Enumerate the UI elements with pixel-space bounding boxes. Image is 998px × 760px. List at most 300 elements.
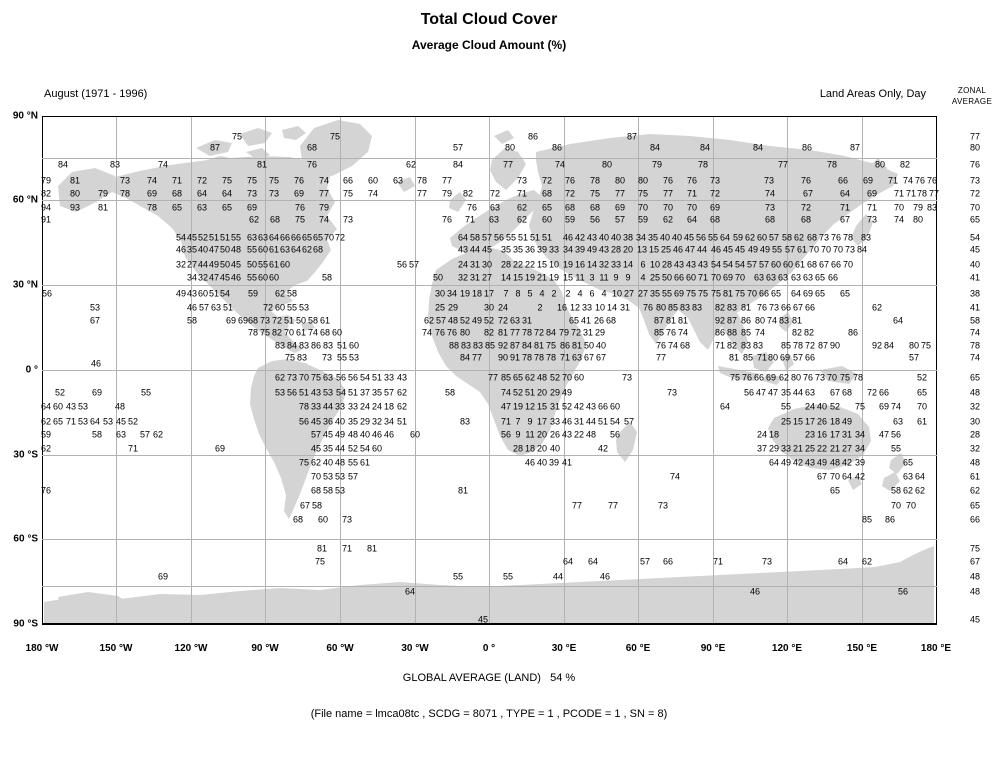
grid-value: 75 — [246, 175, 258, 186]
grid-value: 54 — [609, 416, 621, 427]
grid-value: 87 — [209, 142, 221, 153]
grid-value: 49 — [471, 315, 483, 326]
grid-value: 58 — [91, 429, 103, 440]
grid-value: 51 — [396, 416, 408, 427]
grid-value: 39 — [548, 457, 560, 468]
grid-value: 73 — [818, 232, 830, 243]
grid-value: 12 — [569, 302, 581, 313]
grid-value: 78 — [589, 175, 601, 186]
grid-value: 51 — [371, 372, 383, 383]
grid-value: 55 — [452, 571, 464, 582]
zonal-average-value: 32 — [969, 401, 981, 412]
grid-value: 75 — [294, 214, 306, 225]
grid-value: 53 — [89, 302, 101, 313]
grid-value: 22 — [816, 443, 828, 454]
grid-value: 80 — [908, 340, 920, 351]
grid-value: 76 — [914, 175, 926, 186]
grid-value: 25 — [434, 302, 446, 313]
zonal-average-value: 62 — [969, 485, 981, 496]
grid-value: 51 — [541, 232, 553, 243]
grid-value: 10 — [649, 259, 661, 270]
grid-value: 79 — [441, 188, 453, 199]
grid-value: 65 — [171, 202, 183, 213]
grid-value: 58 — [307, 315, 319, 326]
grid-value: 91 — [509, 352, 521, 363]
grid-value: 11 — [599, 272, 609, 283]
grid-value: 50 — [295, 315, 307, 326]
grid-value: 56 — [41, 288, 53, 299]
grid-value: 40 — [549, 443, 561, 454]
grid-value: 48 — [447, 315, 459, 326]
grid-value: 74 — [318, 214, 330, 225]
grid-value: 71 — [839, 202, 851, 213]
grid-value: 53 — [322, 471, 334, 482]
grid-value: 57 — [383, 387, 395, 398]
grid-value: 75 — [221, 175, 233, 186]
grid-value: 60 — [371, 443, 383, 454]
grid-value: 9 — [527, 416, 533, 427]
grid-value: 72 — [497, 315, 509, 326]
lat-axis-label: 30 °N — [12, 279, 38, 291]
grid-value: 2 — [537, 302, 543, 313]
grid-value: 51 — [597, 416, 609, 427]
grid-value: 26 — [549, 429, 561, 440]
grid-value: 78 — [826, 159, 838, 170]
page-title: Total Cloud Cover — [420, 11, 558, 28]
grid-value: 69 — [246, 202, 258, 213]
grid-value: 63 — [488, 214, 500, 225]
grid-value: 85 — [861, 514, 873, 525]
grid-value: 73 — [516, 175, 528, 186]
grid-value: 67 — [299, 500, 311, 511]
grid-value: 83 — [679, 302, 691, 313]
grid-value: 65 — [52, 416, 64, 427]
grid-value: 52 — [347, 443, 359, 454]
grid-value: 71 — [171, 175, 183, 186]
grid-value: 74 — [902, 175, 914, 186]
grid-value: 60 — [782, 259, 794, 270]
grid-value: 22 — [524, 259, 536, 270]
grid-value: 82 — [483, 327, 495, 338]
grid-value: 56 — [609, 429, 621, 440]
grid-value: 46 — [90, 358, 102, 369]
grid-value: 58 — [322, 485, 334, 496]
grid-value: 47 — [208, 244, 220, 255]
zonal-average-value: 28 — [969, 429, 981, 440]
grid-value: 65 — [916, 387, 928, 398]
lon-axis-label: 180 °W — [25, 643, 59, 654]
grid-value: 66 — [673, 272, 685, 283]
grid-value: 57 — [310, 429, 322, 440]
grid-value: 32 — [598, 259, 610, 270]
grid-value: 67 — [583, 352, 595, 363]
grid-value: 83 — [691, 302, 703, 313]
grid-value: 21 — [536, 272, 548, 283]
grid-value: 72 — [564, 188, 576, 199]
grid-value: 9 — [613, 272, 619, 283]
grid-value: 71 — [887, 175, 899, 186]
grid-value: 70 — [637, 202, 649, 213]
zonal-average-value: 74 — [969, 327, 981, 338]
grid-value: 83 — [298, 340, 310, 351]
grid-value: 49 — [780, 457, 792, 468]
grid-value: 64 — [268, 232, 280, 243]
grid-value: 87 — [626, 131, 638, 142]
grid-value: 37 — [359, 387, 371, 398]
lon-axis-label: 120 °W — [174, 643, 208, 654]
grid-value: 74 — [157, 159, 169, 170]
grid-value: 49 — [561, 387, 573, 398]
grid-value: 57 — [481, 232, 493, 243]
grid-value: 80 — [790, 372, 802, 383]
grid-value: 75 — [329, 131, 341, 142]
grid-value: 58 — [444, 387, 456, 398]
lon-axis-label: 90 °W — [251, 643, 279, 654]
grid-value: 62 — [871, 302, 883, 313]
grid-value: 34 — [186, 272, 198, 283]
grid-value: 63 — [279, 244, 291, 255]
zonal-average-value: 48 — [969, 457, 981, 468]
grid-value: 15 — [648, 244, 660, 255]
grid-value: 75 — [734, 288, 746, 299]
grid-value: 54 — [722, 259, 734, 270]
grid-value: 84 — [856, 244, 868, 255]
grid-value: 28 — [512, 443, 524, 454]
grid-value: 14 — [586, 259, 598, 270]
grid-value: 60 — [609, 401, 621, 412]
grid-value: 56 — [347, 372, 359, 383]
zonal-average-value: 32 — [969, 443, 981, 454]
grid-value: 44 — [469, 244, 481, 255]
grid-value: 63 — [902, 471, 914, 482]
grid-value: 76 — [662, 175, 674, 186]
grid-value: 85 — [484, 340, 496, 351]
grid-value: 63 — [392, 175, 404, 186]
grid-value: 70 — [916, 401, 928, 412]
grid-value: 72 — [866, 387, 878, 398]
grid-value: 77 — [655, 352, 667, 363]
grid-value: 73 — [768, 302, 780, 313]
zonal-header-line1: ZONAL — [957, 86, 987, 95]
grid-value: 76 — [293, 175, 305, 186]
grid-value: 62 — [793, 232, 805, 243]
lon-axis-label: 90 °E — [700, 643, 726, 654]
period-label: August (1971 - 1996) — [44, 88, 148, 100]
grid-value: 67 — [802, 188, 814, 199]
grid-value: 93 — [69, 202, 81, 213]
grid-value: 75 — [729, 372, 741, 383]
grid-value: 43 — [457, 244, 469, 255]
zonal-average-value: 30 — [969, 416, 981, 427]
grid-value: 62 — [778, 372, 790, 383]
grid-value: 48 — [114, 401, 126, 412]
grid-value: 45 — [230, 259, 242, 270]
grid-value: 64 — [719, 401, 731, 412]
grid-value: 77 — [509, 327, 521, 338]
grid-value: 53 — [274, 387, 286, 398]
zonal-average-value: 67 — [969, 556, 981, 567]
grid-value: 85 — [500, 372, 512, 383]
lon-axis-label: 60 °E — [625, 643, 651, 654]
grid-value: 18 — [524, 443, 536, 454]
grid-value: 73 — [246, 188, 258, 199]
zonal-average-value: 65 — [969, 214, 981, 225]
grid-value: 74 — [146, 175, 158, 186]
grid-value: 69 — [293, 188, 305, 199]
grid-value: 73 — [666, 387, 678, 398]
grid-value: 57 — [639, 556, 651, 567]
grid-value: 81 — [316, 543, 328, 554]
grid-value: 71 — [697, 272, 709, 283]
grid-value: 58 — [890, 485, 902, 496]
grid-value: 48 — [347, 429, 359, 440]
grid-value: 59 — [564, 214, 576, 225]
grid-value: 75 — [839, 372, 851, 383]
grid-value: 69 — [866, 188, 878, 199]
grid-value: 18 — [471, 288, 483, 299]
grid-value: 24 — [371, 401, 383, 412]
grid-value: 76 — [655, 340, 667, 351]
grid-value: 53 — [102, 416, 114, 427]
grid-value: 48 — [536, 372, 548, 383]
grid-value: 69 — [214, 443, 226, 454]
grid-value: 50 — [583, 340, 595, 351]
grid-value: 40 — [334, 416, 346, 427]
grid-value: 63 — [246, 232, 258, 243]
grid-value: 10 — [594, 302, 606, 313]
grid-value: 83 — [109, 159, 121, 170]
grid-value: 70 — [283, 327, 295, 338]
grid-value: 73 — [761, 556, 773, 567]
grid-value: 63 — [802, 272, 814, 283]
grid-value: 76 — [446, 327, 458, 338]
grid-value: 16 — [574, 259, 586, 270]
grid-value: 43 — [65, 401, 77, 412]
grid-value: 74 — [307, 327, 319, 338]
latitude-gridline — [42, 455, 937, 456]
grid-value: 79 — [318, 202, 330, 213]
grid-value: 57 — [768, 232, 780, 243]
grid-value: 70 — [561, 372, 573, 383]
grid-value: 46 — [230, 272, 242, 283]
grid-value: 68 — [589, 202, 601, 213]
grid-value: 52 — [549, 372, 561, 383]
zonal-header-line2: AVERAGE — [951, 97, 993, 106]
grid-value: 83 — [460, 340, 472, 351]
grid-value: 80 — [459, 327, 471, 338]
grid-value: 51 — [517, 232, 529, 243]
grid-value: 62 — [902, 485, 914, 496]
grid-value: 81 — [366, 543, 378, 554]
grid-value: 49 — [816, 457, 828, 468]
grid-value: 4 — [601, 288, 607, 299]
grid-value: 76 — [741, 372, 753, 383]
grid-value: 40 — [359, 429, 371, 440]
grid-value: 54 — [359, 443, 371, 454]
grid-value: 64 — [562, 556, 574, 567]
grid-value: 73 — [286, 372, 298, 383]
grid-value: 15 — [562, 272, 574, 283]
grid-value: 78 — [247, 327, 259, 338]
grid-value: 82 — [462, 188, 474, 199]
grid-value: 64 — [719, 232, 731, 243]
grid-value: 86 — [740, 315, 752, 326]
grid-value: 5 — [527, 288, 533, 299]
grid-value: 73 — [342, 214, 354, 225]
grid-value: 86 — [310, 340, 322, 351]
grid-value: 31 — [619, 302, 631, 313]
grid-value: 43 — [685, 259, 697, 270]
grid-value: 65 — [312, 232, 324, 243]
grid-value: 68 — [709, 214, 721, 225]
grid-value: 72 — [709, 188, 721, 199]
zonal-average-value: 65 — [969, 372, 981, 383]
grid-value: 20 — [622, 244, 634, 255]
grid-value: 40 — [671, 232, 683, 243]
grid-value: 77 — [487, 372, 499, 383]
grid-value: 29 — [359, 416, 371, 427]
grid-value: 60 — [685, 272, 697, 283]
grid-value: 72 — [541, 175, 553, 186]
grid-value: 57 — [784, 244, 796, 255]
grid-value: 75 — [854, 401, 866, 412]
grid-value: 68 — [171, 188, 183, 199]
grid-value: 78 — [119, 188, 131, 199]
grid-value: 74 — [766, 315, 778, 326]
grid-value: 71 — [905, 188, 917, 199]
grid-value: 52 — [829, 401, 841, 412]
grid-value: 29 — [594, 327, 606, 338]
grid-value: 76 — [564, 175, 576, 186]
grid-value: 60 — [367, 175, 379, 186]
grid-value: 84 — [699, 142, 711, 153]
grid-value: 18 — [829, 416, 841, 427]
grid-value: 71 — [893, 188, 905, 199]
grid-value: 19 — [512, 401, 524, 412]
grid-value: 60 — [541, 214, 553, 225]
zonal-average-value: 45 — [969, 244, 981, 255]
grid-value: 68 — [269, 214, 281, 225]
grid-value: 52 — [127, 416, 139, 427]
grid-value: 20 — [536, 443, 548, 454]
grid-value: 86 — [551, 142, 563, 153]
grid-value: 65 — [902, 457, 914, 468]
grid-value: 80 — [655, 302, 667, 313]
grid-value: 31 — [521, 315, 533, 326]
grid-value: 66 — [837, 175, 849, 186]
grid-value: 35 — [371, 387, 383, 398]
grid-value: 55 — [336, 352, 348, 363]
grid-value: 74 — [667, 340, 679, 351]
grid-value: 74 — [554, 159, 566, 170]
grid-value: 25 — [649, 272, 661, 283]
grid-value: 55 — [246, 244, 258, 255]
grid-value: 32 — [371, 416, 383, 427]
latitude-gridline — [42, 539, 937, 540]
grid-value: 69 — [709, 202, 721, 213]
grid-value: 84 — [521, 340, 533, 351]
grid-value: 83 — [926, 202, 938, 213]
grid-value: 55 — [257, 259, 269, 270]
grid-value: 24 — [756, 429, 768, 440]
grid-value: 45 — [310, 416, 322, 427]
grid-value: 75 — [697, 288, 709, 299]
grid-value: 71 — [127, 443, 139, 454]
zonal-average-value: 65 — [969, 500, 981, 511]
grid-value: 85 — [667, 302, 679, 313]
grid-value: 81 — [665, 315, 677, 326]
grid-value: 35 — [186, 244, 198, 255]
grid-value: 81 — [722, 288, 734, 299]
grid-value: 68 — [800, 214, 812, 225]
grid-value: 69 — [673, 288, 685, 299]
grid-value: 81 — [740, 302, 752, 313]
grid-value: 45 — [683, 232, 695, 243]
grid-value: 60 — [770, 259, 782, 270]
grid-value: 64 — [221, 188, 233, 199]
grid-value: 39 — [536, 244, 548, 255]
file-info-label: (File name = lmca08tc , SCDG = 8071 , TYPE = 1 , PCODE = 1 , SN = 8) — [310, 708, 668, 720]
grid-value: 31 — [841, 429, 853, 440]
grid-value: 27 — [186, 259, 198, 270]
grid-value: 75 — [920, 340, 932, 351]
grid-value: 39 — [854, 457, 866, 468]
grid-value: 77 — [571, 500, 583, 511]
grid-value: 62 — [301, 244, 313, 255]
grid-value: 34 — [383, 416, 395, 427]
grid-value: 27 — [623, 288, 635, 299]
grid-value: 81 — [69, 175, 81, 186]
grid-value: 24 — [457, 259, 469, 270]
grid-value: 71 — [464, 214, 476, 225]
grid-value: 66 — [753, 372, 765, 383]
grid-value: 75 — [685, 288, 697, 299]
grid-value: 78 — [697, 159, 709, 170]
lat-axis-label: 60 °N — [12, 194, 38, 206]
grid-value: 62 — [274, 288, 286, 299]
grid-value: 60 — [409, 429, 421, 440]
lon-axis-label: 150 °W — [99, 643, 133, 654]
grid-value: 76 — [802, 372, 814, 383]
grid-value: 56 — [695, 232, 707, 243]
grid-value: 60 — [257, 272, 269, 283]
grid-value: 82 — [271, 327, 283, 338]
grid-value: 43 — [598, 244, 610, 255]
grid-value: 68 — [306, 142, 318, 153]
grid-value: 84 — [752, 142, 764, 153]
grid-value: 66 — [878, 387, 890, 398]
grid-value: 68 — [841, 387, 853, 398]
grid-value: 21 — [792, 443, 804, 454]
grid-value: 78 — [852, 372, 864, 383]
grid-value: 64 — [841, 471, 853, 482]
grid-value: 35 — [512, 244, 524, 255]
grid-value: 4 — [640, 272, 646, 283]
grid-value: 73 — [657, 500, 669, 511]
grid-value: 77 — [471, 352, 483, 363]
grid-value: 67 — [839, 214, 851, 225]
grid-value: 45 — [322, 429, 334, 440]
grid-value: 32 — [175, 259, 187, 270]
grid-value: 59 — [637, 214, 649, 225]
grid-value: 90 — [829, 340, 841, 351]
grid-value: 92 — [871, 340, 883, 351]
grid-value: 33 — [310, 401, 322, 412]
grid-value: 76 — [294, 202, 306, 213]
grid-value: 79 — [40, 175, 52, 186]
grid-value: 43 — [310, 387, 322, 398]
grid-value: 57 — [452, 142, 464, 153]
